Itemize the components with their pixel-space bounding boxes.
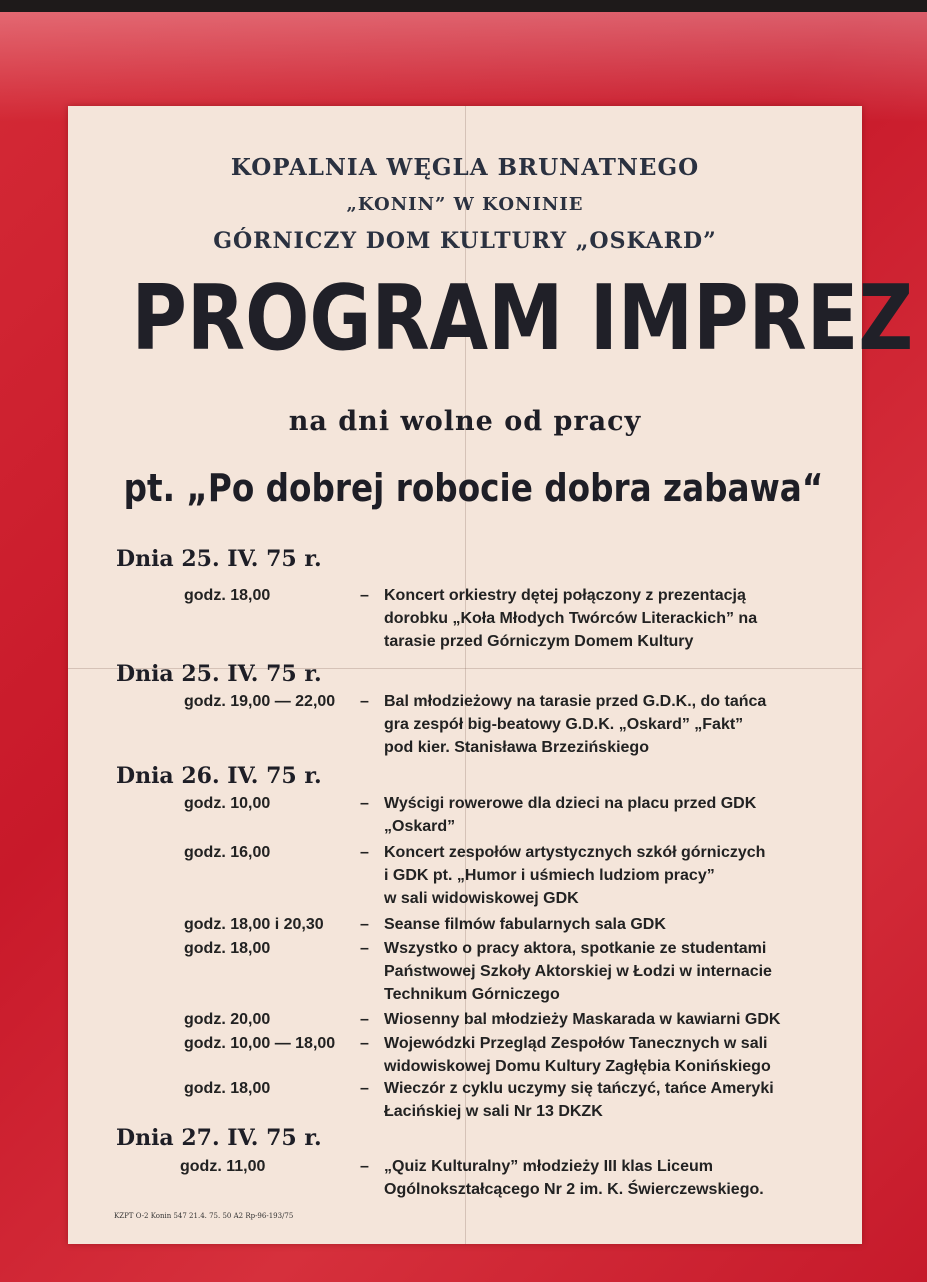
event-time: godz. 11,00 [180, 1158, 266, 1175]
event-dash: – [360, 795, 369, 812]
header-location: „KONIN” W KONINIE [346, 194, 584, 215]
event-line: Wiosenny bal młodzieży Maskarada w kawiarni GDK [384, 1011, 781, 1028]
event-description [360, 584, 820, 653]
header-mine: KOPALNIA WĘGLA BRUNATNEGO [230, 154, 700, 181]
day-heading: Dnia 27. IV. 75 r. [116, 1125, 322, 1151]
event-description [360, 690, 820, 759]
event-dash: – [360, 916, 369, 933]
event-dash: – [360, 1035, 369, 1052]
event-description [360, 937, 820, 1006]
event-line: „Oskard” [384, 818, 456, 835]
event-description [360, 792, 820, 838]
event-dash: – [360, 940, 369, 957]
event-dash: – [360, 693, 369, 710]
event-line: Wojewódzki Przegląd Zespołów Tanecznych w sali [384, 1035, 768, 1052]
event-description [360, 841, 820, 910]
event-line: Wszystko o pracy aktora, spotkanie ze studentami [384, 940, 767, 957]
header-culture-house: GÓRNICZY DOM KULTURY „OSKARD” [213, 228, 717, 254]
event-dash: – [360, 1158, 369, 1175]
event-time: godz. 16,00 [184, 844, 271, 861]
event-description [360, 1155, 820, 1201]
event-line: Seanse filmów fabularnych sala GDK [384, 916, 666, 933]
event-line: Łacińskiej w sali Nr 13 DKZK [384, 1103, 603, 1120]
event-line: pod kier. Stanisława Brzezińskiego [384, 739, 649, 756]
day-heading: Dnia 25. IV. 75 r. [116, 546, 322, 572]
frame-edge [0, 0, 927, 12]
event-description [360, 913, 820, 936]
poster-subtitle: na dni wolne od pracy [288, 406, 642, 437]
event-line: Wieczór z cyklu uczymy się tańczyć, tańce Ameryki [384, 1080, 774, 1097]
event-line: widowiskowej Domu Kultury Zagłębia Konińskiego [384, 1058, 771, 1075]
event-time: godz. 18,00 [184, 940, 271, 957]
event-dash: – [360, 844, 369, 861]
event-dash: – [360, 1011, 369, 1028]
event-time: godz. 18,00 [184, 587, 271, 604]
event-line: Koncert orkiestry dętej połączony z prezentacją [384, 587, 746, 604]
event-line: tarasie przed Górniczym Domem Kultury [384, 633, 694, 650]
event-line: Bal młodzieżowy na tarasie przed G.D.K., do tańca [384, 693, 767, 710]
day-heading: Dnia 26. IV. 75 r. [116, 763, 322, 789]
event-line: Wyścigi rowerowe dla dzieci na placu przed GDK [384, 795, 757, 812]
poster-title: PROGRAM IMPREZ [131, 266, 914, 371]
event-line: „Quiz Kulturalny” młodzieży III klas Liceum [384, 1158, 713, 1175]
event-time: godz. 20,00 [184, 1011, 271, 1028]
event-time: godz. 19,00 — 22,00 [184, 693, 336, 710]
event-time: godz. 10,00 — 18,00 [184, 1035, 336, 1052]
event-dash: – [360, 1080, 369, 1097]
event-line: w sali widowiskowej GDK [384, 890, 579, 907]
event-line: i GDK pt. „Humor i uśmiech ludziom pracy” [384, 867, 715, 884]
event-line: Ogólnokształcącego Nr 2 im. K. Świerczewskiego. [384, 1181, 764, 1198]
event-line: gra zespół big-beatowy G.D.K. „Oskard” „Fakt” [384, 716, 744, 733]
event-description [360, 1032, 820, 1078]
day-heading: Dnia 25. IV. 75 r. [116, 661, 322, 687]
printer-imprint: KZPT O-2 Konin 547 21.4. 75. 50 A2 Rp-96-193/75 [114, 1212, 294, 1220]
poster-motto: pt. „Po dobrej robocie dobra zabawa“ [123, 466, 824, 510]
event-time: godz. 10,00 [184, 795, 271, 812]
event-description [360, 1008, 820, 1031]
poster [68, 106, 914, 1244]
event-time: godz. 18,00 [184, 1080, 271, 1097]
event-line: Państwowej Szkoły Aktorskiej w Łodzi w internacie [384, 963, 772, 980]
event-time: godz. 18,00 i 20,30 [184, 916, 324, 933]
event-line: Koncert zespołów artystycznych szkół górniczych [384, 844, 766, 861]
event-line: Technikum Górniczego [384, 986, 560, 1003]
event-dash: – [360, 587, 369, 604]
event-description [360, 1077, 820, 1123]
event-line: dorobku „Koła Młodych Twórców Literackich” na [384, 610, 758, 627]
